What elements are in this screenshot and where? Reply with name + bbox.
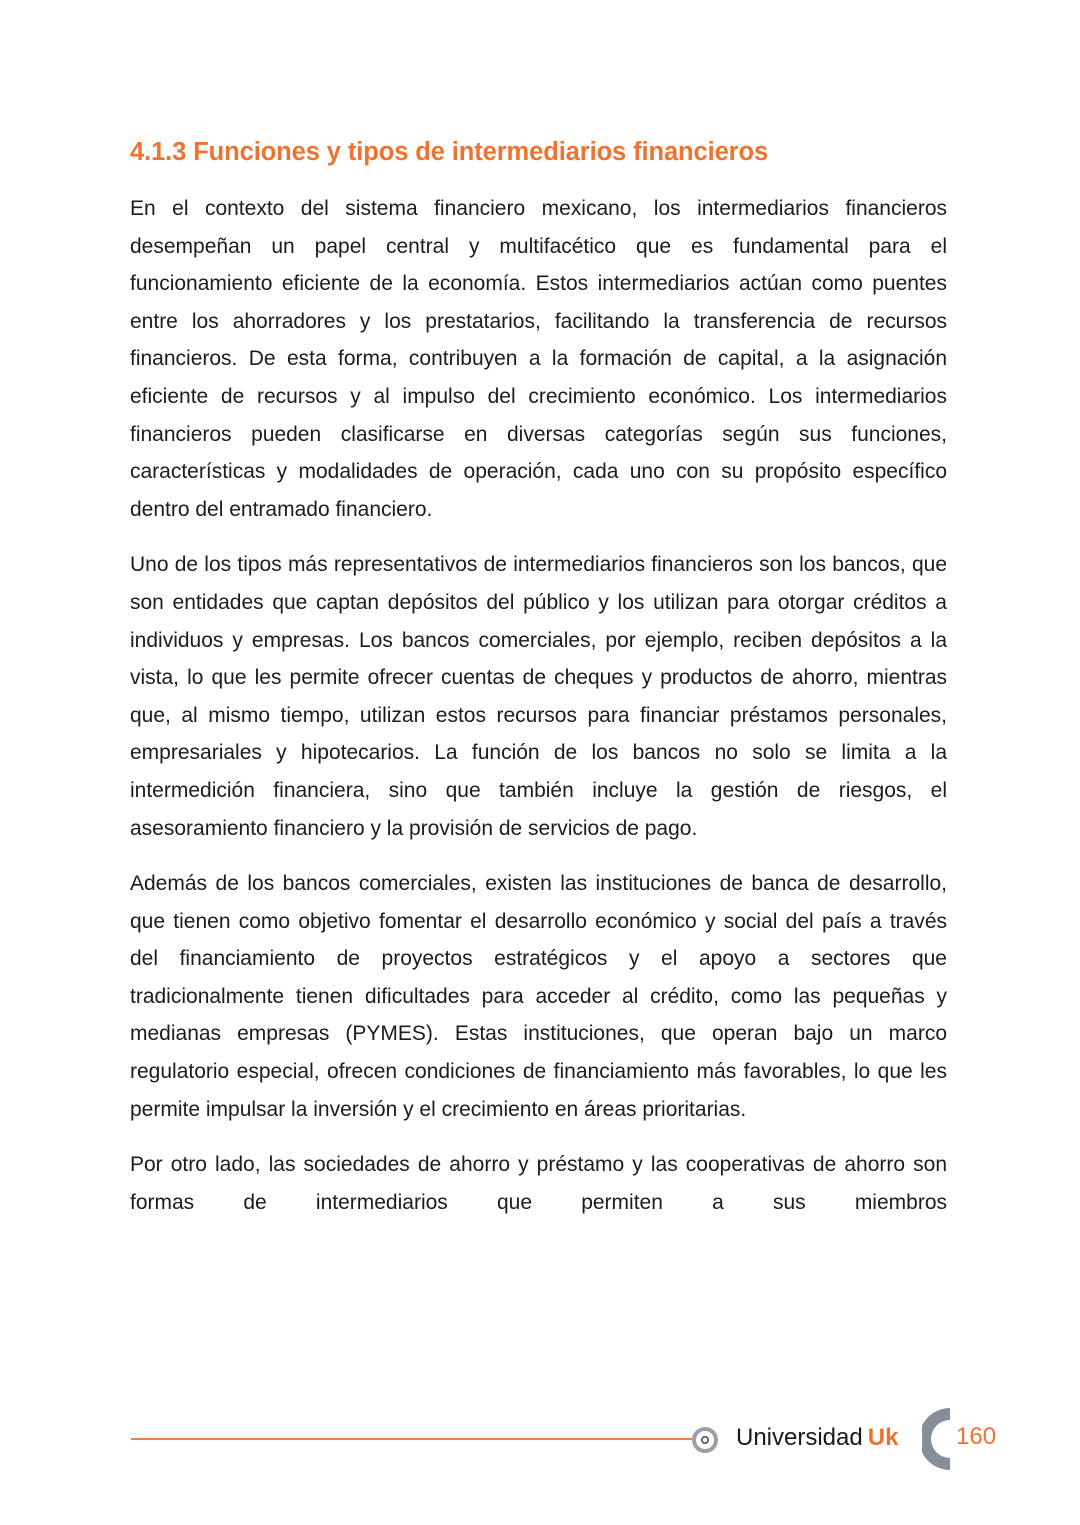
- footer-divider-line: [131, 1438, 694, 1440]
- paragraph-banks: Uno de los tipos más representativos de intermediarios financieros son los bancos, que son entidades que captan depósitos del público y los utilizan para otorgar créditos a individuos y empresas. Los bancos comerciales, por ejemplo, reciben depósitos a la vista, lo que les permite ofrecer cuentas de cheques y productos de ahorro, mientras que, al mismo tiempo, utilizan estos recursos para financiar préstamos personales, empresariales y hipotecarios. La función de los bancos no solo se limita a la intermedición financiera, sino que también incluye la gestión de riesgos, el asesoramiento financiero y la provisión de servicios de pago.: [130, 553, 947, 840]
- footer-brand-logo: [736, 1421, 898, 1455]
- paragraph-development-banking: Además de los bancos comerciales, existen las instituciones de banca de desarrollo, que tienen como objetivo fomentar el desarrollo económico y social del país a través del financiamiento de proyectos estratégicos y el apoyo a sectores que tradicionalmente tienen dificultades para acceder al crédito, como las pequeñas y medianas empresas (PYMES). Estas instituciones, que operan bajo un marco regulatorio especial, ofrecen condiciones de financiamiento más favorables, lo que les permite impulsar la inversión y el crecimiento en áreas prioritarias.: [130, 872, 947, 1121]
- page-content: [130, 133, 947, 1239]
- brand-name: Universidad: [736, 1424, 863, 1451]
- paragraph-savings-cooperatives: Por otro lado, las sociedades de ahorro y préstamo y las cooperativas de ahorro son formas de intermediarios que permiten a sus miembros: [130, 1153, 947, 1214]
- page-number: 160: [956, 1423, 997, 1450]
- brand-accent: Uk: [867, 1424, 899, 1451]
- section-title: 4.1.3 Funciones y tipos de intermediarios financieros: [130, 138, 769, 166]
- half-circle-arc-icon: [922, 1408, 950, 1470]
- ring-target-icon: [692, 1427, 718, 1453]
- paragraph-intro: En el contexto del sistema financiero mexicano, los intermediarios financieros desempeñan un papel central y multifacético que es fundamental para el funcionamiento eficiente de la economía. Estos intermediarios actúan como puentes entre los ahorradores y los prestatarios, facilitando la transferencia de recursos financieros. De esta forma, contribuyen a la formación de capital, a la asignación eficiente de recursos y al impulso del crecimiento económico. Los intermediarios financieros pueden clasificarse en diversas categorías según sus funciones, características y modalidades de operación, cada uno con su propósito específico dentro del entramado financiero.: [130, 197, 947, 521]
